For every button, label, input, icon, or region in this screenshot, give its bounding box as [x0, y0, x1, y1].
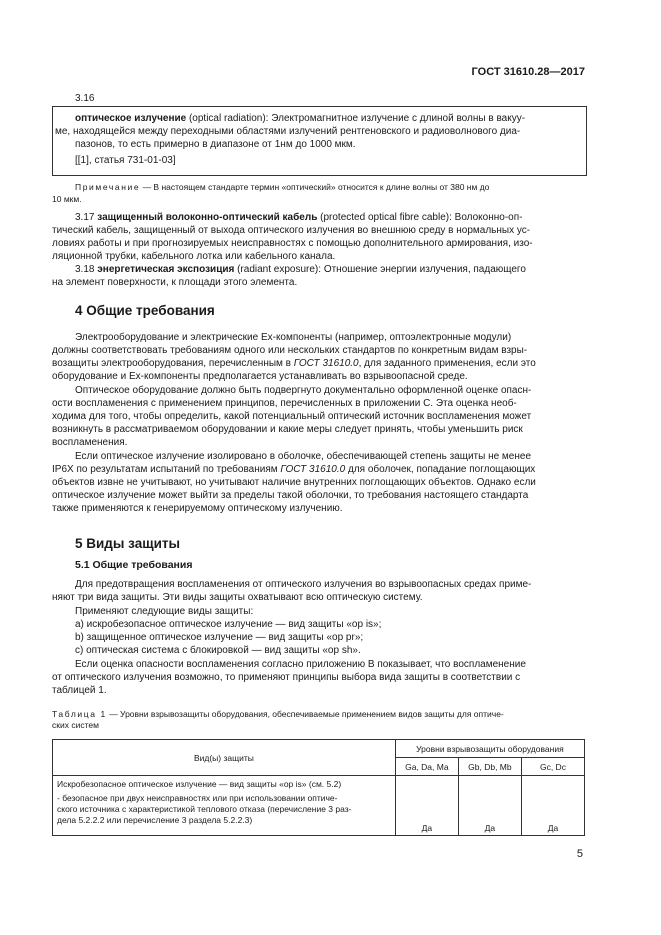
- term-en: (optical radiation):: [186, 113, 269, 124]
- s4-p2-l4: возникнуть в рассматриваемом оборудовании и какие меры следует принять, чтобы уменьшить риск: [52, 424, 523, 435]
- def-text: (radiant exposure): Отношение энергии излучения, падающего: [234, 264, 526, 275]
- column-header: Gc, Dc: [521, 758, 584, 776]
- s5-p3-l3: таблицей 1.: [52, 685, 107, 696]
- text: IP6X по результатам испытаний по требованиям: [52, 464, 281, 475]
- note-line-1: [75, 181, 583, 193]
- table-cell: Да: [395, 776, 458, 836]
- s4-p3-l2: [52, 463, 583, 476]
- standard-reference: ГОСТ 31610.0: [280, 464, 346, 475]
- section-4-title: 4 Общие требования: [75, 303, 215, 318]
- s4-p2-l5: воспламенения.: [52, 437, 128, 448]
- s4-p3-l4: оптическое излучение может выйти за пределы такой оболочки, то требования настоящего стандарта: [52, 490, 529, 501]
- term-protected-cable: защищенный волоконно-оптический кабель: [97, 212, 318, 223]
- list-item-b: b) защищенное оптическое излучение — вид защиты «op pr»;: [75, 632, 364, 643]
- note-text: — В настоящем стандарте термин «оптический» относится к длине волны от 380 нм до: [140, 182, 490, 192]
- clause-3-17-line-3: ловиях работы и при прогнозируемых неисправностях с помощью дополнительного армирования, изо-: [52, 238, 533, 249]
- s4-p2-l3: ходима для того, чтобы определить, какой потенциальный оптический источник воспламенения может: [52, 411, 532, 422]
- clause-3-18-line-2: на элемент поверхности, к площади этого элемента.: [52, 277, 298, 288]
- clause-3-16-reference: [[1], статья 731-01-03]: [75, 155, 176, 166]
- clause-3-18-line-1: [75, 263, 583, 276]
- s4-p1-l2: должны соответствовать требованиям одного или нескольких стандартов по конкретным видам взры-: [52, 345, 528, 356]
- clause-3-16-line-3: пазонов, то есть примерно в диапазоне от 1нм до 1000 мкм.: [75, 139, 356, 150]
- table-1: [52, 739, 585, 836]
- clause-3-17-line-2: тический кабель, защищенный от выхода оптического излучения во внешнюю среду в нормальных ус-: [52, 225, 531, 236]
- header-protection-kind: Вид(ы) защиты: [53, 740, 396, 776]
- s5-p1-l1: Для предотвращения воспламенения от оптического излучения во взрывоопасных средах приме-: [75, 579, 532, 590]
- clause-3-16-line-1: [75, 112, 580, 125]
- text: , для заданного применения, если это: [358, 358, 536, 369]
- term-optical-radiation: оптическое излучение: [75, 113, 187, 124]
- row-detail-line-3: дела 5.2.2.2 или перечисление 3 раздела 5.2.2.3): [57, 815, 253, 825]
- row-title: Искробезопасное оптическое излучение — вид защиты «op is» (см. 5.2): [57, 779, 342, 789]
- s4-p1-l3: [52, 357, 583, 370]
- table-label: Таблица 1: [52, 709, 107, 719]
- note-line-2: 10 мкм.: [52, 194, 82, 204]
- table-1-caption-line-1: [52, 709, 585, 720]
- s4-p2-l2: ости воспламенения с применением принципов, перечисленных в приложении С. Эта оценка необ-: [52, 398, 517, 409]
- row-detail-line-1: - безопасное при двух неисправностях или при использовании оптиче-: [57, 793, 338, 803]
- section-5-title: 5 Виды защиты: [75, 536, 181, 551]
- table-1-caption-line-2: ских систем: [52, 720, 99, 730]
- standard-reference: ГОСТ 31610.0: [293, 358, 359, 369]
- s5-p2: Применяют следующие виды защиты:: [75, 606, 254, 617]
- s4-p3-l5: также применяются к генерируемому оптическому излучению.: [52, 503, 343, 514]
- s4-p3-l3: объектов извне не учитывают, но учитывают наличие внутренних поглощающих объектов. Однако если: [52, 477, 536, 488]
- text: для оболочек, попадание поглощающих: [345, 464, 536, 475]
- row-detail-line-2: ского источника с характеристикой теплового отказа (перечисление 3 раз-: [57, 804, 352, 814]
- s4-p2-l1: Оптическое оборудование должно быть подвергнуто документально оформленной оценке опасн-: [75, 385, 532, 396]
- clause-number: 3.17: [75, 212, 98, 223]
- table-row: [53, 776, 585, 836]
- row-description: [53, 776, 396, 836]
- definition-frame: [52, 106, 587, 176]
- clause-number: 3.18: [75, 264, 98, 275]
- s5-p3-l1: Если оценка опасности воспламенения согласно приложению В показывает, что воспламенение: [75, 659, 526, 670]
- term-radiant-exposure: энергетическая экспозиция: [97, 264, 235, 275]
- s4-p1-l4: оборудование и Ех-компоненты предполагается устанавливать во взрывоопасной среде.: [52, 371, 468, 382]
- caption-text: — Уровни взрывозащиты оборудования, обеспечиваемые применением видов защиты для оптиче-: [106, 709, 504, 719]
- table-cell: Да: [458, 776, 521, 836]
- s4-p1-l1: Электрооборудование и электрические Ех-компоненты (например, оптоэлектронные модули): [75, 332, 512, 343]
- list-item-a: а) искробезопасное оптическое излучение — вид защиты «op is»;: [75, 619, 382, 630]
- def-text: (protected optical fibre cable): Волоконно-оп-: [317, 212, 523, 223]
- text: возащиты электрооборудования, перечисленным в: [52, 358, 294, 369]
- table-cell: Да: [521, 776, 584, 836]
- column-header: Ga, Da, Ma: [395, 758, 458, 776]
- def-text: Электромагнитное излучение с длиной волны в вакуу-: [271, 113, 526, 124]
- standard-code: ГОСТ 31610.28—2017: [471, 66, 585, 78]
- page-number: 5: [576, 848, 583, 860]
- header-protection-levels: Уровни взрывозащиты оборудования: [395, 740, 584, 758]
- column-header: Gb, Db, Mb: [458, 758, 521, 776]
- clause-3-16-line-2: ме, находящейся между переходными областями излучений рентгеновского и радиоволнового диа-: [55, 126, 521, 137]
- clause-3-16-number: 3.16: [75, 93, 95, 104]
- s5-p1-l2: няют три вида защиты. Эти виды защиты охватывают всю оптическую систему.: [52, 592, 423, 603]
- clause-3-17-line-4: ляционной трубки, кабельного лотка или кабельного канала.: [52, 251, 336, 262]
- s5-p3-l2: от оптического излучения возможно, то применяют принципы выбора вида защиты в соответствии с: [52, 672, 521, 683]
- s4-p3-l1: Если оптическое излучение изолировано в оболочке, обеспечивающей степень защиты не менее: [75, 451, 532, 462]
- section-5-1-title: 5.1 Общие требования: [75, 559, 193, 571]
- list-item-c: с) оптическая система с блокировкой — вид защиты «op sh».: [75, 645, 361, 656]
- clause-3-17-line-1: [75, 211, 583, 224]
- note-label: Примечание: [75, 182, 141, 192]
